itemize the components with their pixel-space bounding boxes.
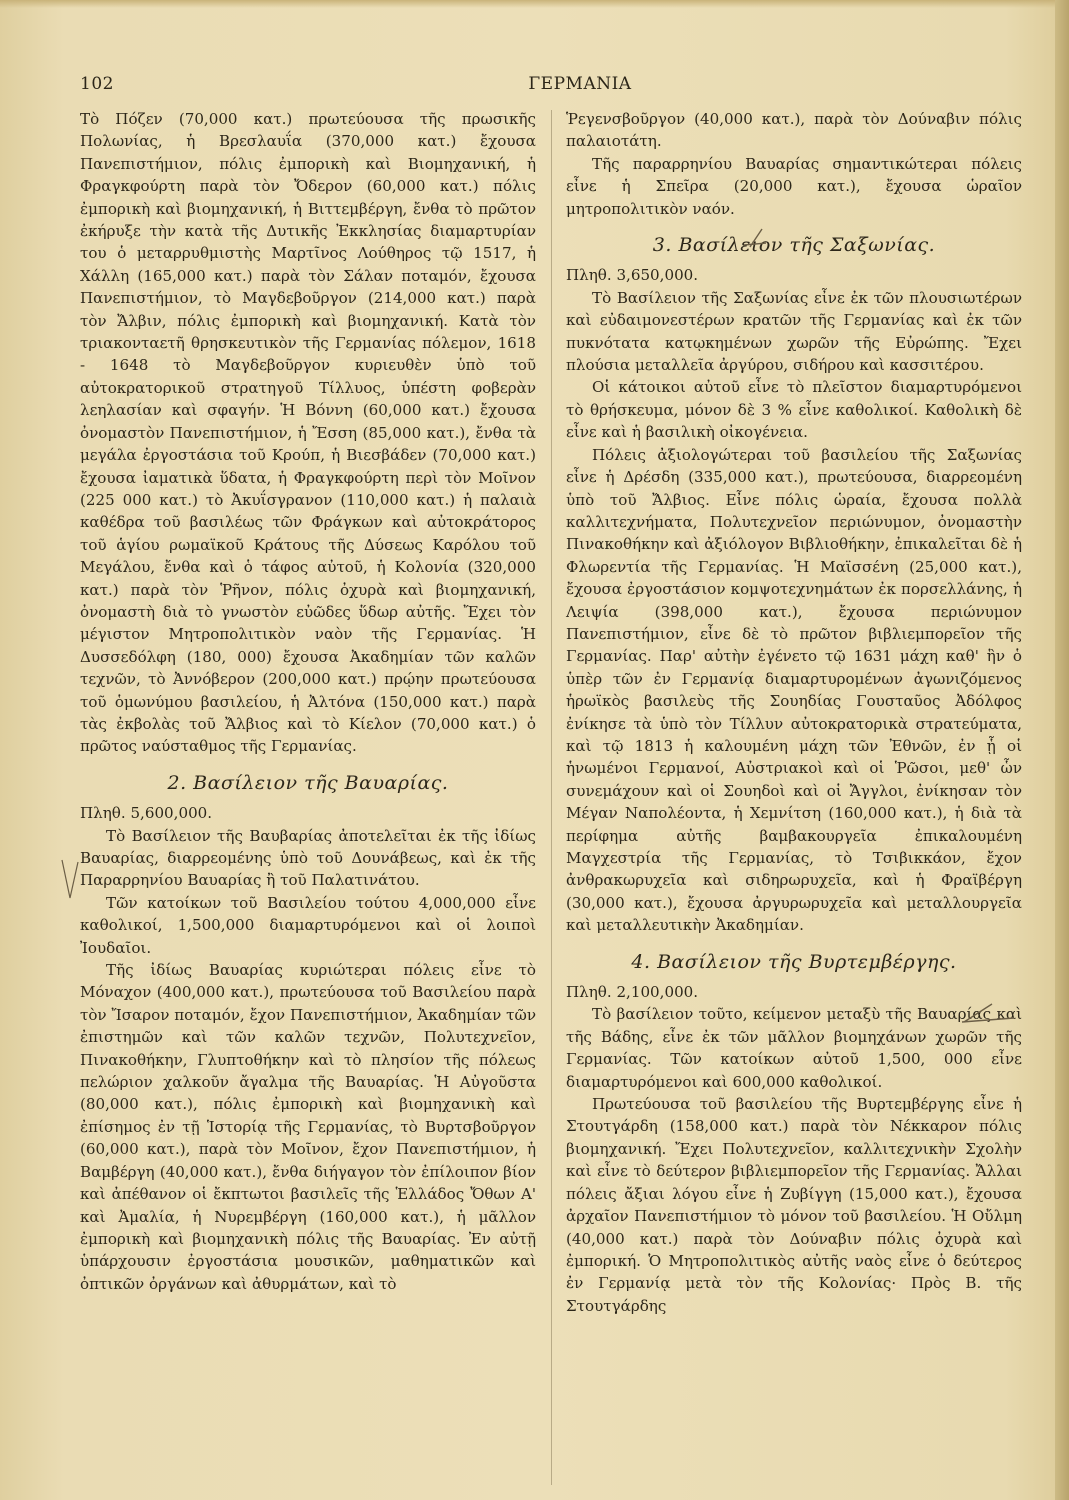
paragraph-prussia-cities: Τὸ Πόζεν (70,000 κατ.) πρωτεύουσα τῆς πρωσικῆς Πολωνίας, ἡ Βρεσλαυΐα (370,000 κατ.) ἔχουσα Πανεπιστήμιον, πόλις ἐμπορικὴ καὶ Βιομηχανική, ἡ Φραγκφούρτη παρὰ τὸν Ὄδερον (60,000 κατ.) πόλις ἐμπορικὴ καὶ βιομηχανική, ἡ Βιττεμβέργη, ἔνθα τὸ πρῶτον ἐκήρυξε τὴν κατὰ τῆς Δυτικῆς Ἐκκλησίας διαμαρτυρίαν του ὁ μεταρρυθμιστὴς Μαρτῖνος Λούθηρος τῷ 1517, ἡ Χάλλη (165,000 κατ.) παρὰ τὸν Σάλαν ποταμόν, ἔχουσα Πανεπιστήμιον, τὸ Μαγδεβοῦργον (214,000 κατ.) παρὰ τὸν Ἄλβιν, πόλις ἐμπορικὴ καὶ βιομηχανική. Κατὰ τὸν τριακονταετῆ θρησκευτικὸν τῆς Γερμανίας πόλεμον, 1618 - 1648 τὸ Μαγδεβοῦργον κυριευθὲν ὑπὸ τοῦ αὐτοκρατορικοῦ στρατηγοῦ Τίλλυος, ὑπέστη φοβερὰν λεηλασίαν καὶ σφαγήν. Ἡ Βόννη (60,000 κατ.) ἔχουσα ὀνομαστὸν Πανεπιστήμιον, ἡ Ἔσση (85,000 κατ.), ἔνθα τὰ μεγάλα ἐργοστάσια τοῦ Κρούπ, ἡ Βιεσβάδεν (70,000 κατ.) ἔχουσα ἰαματικὰ ὕδατα, ἡ Φραγκφούρτη περὶ τὸν Μοῖνον (225 000 κατ.) τὸ Ἀκυΐσγρανον (110,000 κατ.) ἡ παλαιὰ καθέδρα τοῦ βασιλέως τῶν Φράγκων καὶ αὐτοκράτορος τοῦ ἁγίου ρωμαϊκοῦ Κράτους τῆς Δύσεως Καρόλου τοῦ Μεγάλου, ἔνθα καὶ ὁ τάφος αὐτοῦ, ἡ Κολονία (320,000 κατ.) παρὰ τὸν Ῥῆνον, πόλις ὀχυρὰ καὶ βιομηχανική, ὀνομαστὴ διὰ τὸ γνωστὸν εὐῶδες ὕδωρ αὐτῆς. Ἔχει τὸν μέγιστον Μητροπολιτικὸν ναὸν τῆς Γερμανίας. Ἡ Δυσσεδόλφη (180, 000) ἔχουσα Ἀκαδημίαν τῶν καλῶν τεχνῶν, τὸ Ἀννόβερον (200,000 κατ.) πρῴην πρωτεύουσα τοῦ ὁμωνύμου βασιλείου, ἡ Ἀλτόνα (150,000 κατ.) παρὰ τὰς ἐκβολὰς τοῦ Ἄλβιος καὶ τὸ Κίελον (70,000 κατ.) ὁ πρῶτος ναύσταθμος τῆς Γερμανίας. bbox=[80, 110, 536, 756]
left-column bbox=[80, 108, 536, 1488]
page-number: 102 bbox=[80, 74, 114, 94]
paragraph-palatinate: Τῆς παραρρηνίου Βαυαρίας σημαντικώτεραι πόλεις εἶνε ἡ Σπεῖρα (20,000 κατ.), ἔχουσα ὡραῖον μητροπολιτικὸν ναόν. bbox=[566, 154, 1022, 218]
paragraph-regensburg: Ῥεγενσβοῦργον (40,000 κατ.), παρὰ τὸν Δούναβιν πόλις παλαιοτάτη. bbox=[566, 110, 1022, 151]
running-title: ΓΕΡΜΑΝΙΑ bbox=[528, 74, 632, 94]
paragraph-saxony-3: Πόλεις ἀξιολογώτεραι τοῦ βασιλείου τῆς Σαξωνίας εἶνε ἡ Δρέσδη (335,000 κατ.), πρωτεύουσα, διαρρεομένη ὑπὸ τοῦ Ἄλβιος. Εἶνε πόλις ὡραία, ἔχουσα πολλὰ καλλιτεχνήματα, Πολυτεχνεῖον περιώνυμον, ὀνομαστὴν Πινακοθήκην καὶ ἀξιόλογον Βιβλιοθήκην, ἐπικαλεῖται δὲ ἡ Φλωρεντία τῆς Γερμανίας. Ἡ Μαϊσσένη (25,000 κατ.), ἔχουσα ἐργοστάσιον κομψοτεχνημάτων ἐκ πορσελλάνης, ἡ Λειψία (398,000 κατ.), ἔχουσα περιώνυμον Πανεπιστήμιον, εἶνε δὲ τὸ πρῶτον βιβλιεμπορεῖον τῆς Γερμανίας. Παρ' αὐτὴν ἐγένετο τῷ 1631 μάχη καθ' ἣν ὁ ὑπὲρ τῶν ἐν Γερμανίᾳ διαμαρτυρομένων ἀγωνιζόμενος ἡρωϊκὸς βασιλεὺς τῆς Σουηδίας Γουσταῦος Ἀδόλφος ἐνίκησε τὰ ὑπὸ τὸν Τίλλυν αὐτοκρατορικὰ στρατεύματα, καὶ τῷ 1813 ἡ καλουμένη μάχη τῶν Ἐθνῶν, ἐν ᾗ οἱ ἡνωμένοι Γερμανοί, Αὐστριακοὶ καὶ οἱ Ῥῶσοι, μεθ' ὧν συνεμάχουν καὶ οἱ Σουηδοὶ καὶ οἱ Ἄγγλοι, ἐνίκησαν τὸν Μέγαν Ναπολέοντα, ἡ Χεμνίτση (160,000 κατ.), ἡ διὰ τὰ περίφημα αὐτῆς βαμβακουργεῖα ἐπικαλουμένη Μαγχεστρία τῆς Γερμανίας, τὸ Τσιβικκάον, ἔχον ἀνθρακωρυχεῖα καὶ σιδηρωρυχεῖα, καὶ ἡ Φραϊβέργη (30,000 κατ.), ἔχουσα ἀργυρωρυχεῖα καὶ μεταλλουργεῖα καὶ μεταλλευτικὴν Ἀκαδημίαν. bbox=[566, 445, 1022, 935]
column-divider bbox=[551, 110, 552, 1485]
paragraph-bavaria-3: Τῆς ἰδίως Βαυαρίας κυριώτεραι πόλεις εἶνε τὸ Μόναχον (400,000 κατ.), πρωτεύουσα τοῦ Βασιλείου παρὰ τὸν Ἴσαρον ποταμόν, ἔχον Πανεπιστήμιον, Ἀκαδημίαν τῶν ἐπιστημῶν καὶ τῶν καλῶν τεχνῶν, Πολυτεχνεῖον, Πινακοθήκην, Γλυπτοθήκην καὶ τὸ πλησίον τῆς πόλεως πελώριον χαλκοῦν ἄγαλμα τῆς Βαυαρίας. Ἡ Αὐγοῦστα (80,000 κατ.), πόλις ἐμπορικὴ καὶ βιομηχανικὴ καὶ ἐπίσημος ἐν τῇ Ἱστορίᾳ τῆς Γερμανίας, τὸ Βυρτσβοῦργον (60,000 κατ.), παρὰ τὸν Μοῖνον, ἔχον Πανεπιστήμιον, ἡ Βαμβέργη (40,000 κατ.), ἔνθα διήγαγον τὸν ἐπίλοιπον βίον καὶ ἀπέθανον οἱ ἔκπτωτοι βασιλεῖς τῆς Ἑλλάδος Ὄθων Α' καὶ Ἀμαλία, ἡ Νυρεμβέργη (160,000 κατ.), ἡ μᾶλλον ἐμπορικὴ καὶ βιομηχανικὴ πόλις τῆς Βαυαρίας. Ἐν αὐτῇ ὑπάρχουσιν ἐργοστάσια μουσικῶν, μαθηματικῶν καὶ ὀπτικῶν ὀργάνων καὶ ἀθυρμάτων, καὶ τὸ bbox=[80, 961, 536, 1293]
section-heading-saxony: 3. Βασίλειον τῆς Σαξωνίας. bbox=[652, 234, 936, 257]
paragraph-bavaria-1: Τὸ Βασίλειον τῆς Βαυβαρίας ἀποτελεῖται ἐκ τῆς ἰδίως Βαυαρίας, διαρρεομένης ὑπὸ τοῦ Δουνάβεως, καὶ ἐκ τῆς Παραρρηνίου Βαυαρίας ἢ τοῦ Παλατινάτου. bbox=[80, 826, 536, 890]
pencil-check-mark bbox=[740, 225, 770, 249]
pencil-dash-mark bbox=[958, 998, 1018, 1028]
page-header bbox=[80, 74, 1030, 98]
population-saxony: Πληθ. 3,650,000. bbox=[566, 266, 699, 285]
section-heading-bavaria: 2. Βασίλειον τῆς Βαυαρίας. bbox=[167, 771, 449, 794]
pencil-mark-left bbox=[58, 858, 82, 904]
page-top-edge bbox=[0, 0, 1069, 8]
paragraph-wurttemberg-1: Τὸ βασίλειον τοῦτο, κείμενον μεταξὺ τῆς Βαυαρίας καὶ τῆς Βάδης, εἶνε ἐκ τῶν μᾶλλον βιομηχάνων χωρῶν τῆς Γερμανίας. Τῶν κατοίκων αὐτοῦ 1,500, 000 εἶνε διαμαρτυρόμενοι καὶ 600,000 καθολικοί. bbox=[566, 1005, 1022, 1091]
population-bavaria: Πληθ. 5,600,000. bbox=[80, 804, 213, 823]
section-heading-wurttemberg: 4. Βασίλειον τῆς Βυρτεμβέργης. bbox=[631, 950, 957, 973]
paragraph-bavaria-2: Τῶν κατοίκων τοῦ Βασιλείου τούτου 4,000,000 εἶνε καθολικοί, 1,500,000 διαμαρτυρόμενοι καὶ οἱ λοιποὶ Ἰουδαῖοι. bbox=[80, 893, 536, 957]
population-wurttemberg: Πληθ. 2,100,000. bbox=[566, 983, 699, 1002]
paragraph-wurttemberg-2: Πρωτεύουσα τοῦ βασιλείου τῆς Βυρτεμβέργης εἶνε ἡ Στουτγάρδη (158,000 κατ.) παρὰ τὸν Νέκκαρον πόλις βιομηχανική. Ἔχει Πολυτεχνεῖον, καλλιτεχνικὴν Σχολὴν καὶ εἶνε τὸ δεύτερον βιβλιεμπορεῖον τῆς Γερμανίας. Ἄλλαι πόλεις ἄξιαι λόγου εἶνε ἡ Ζυβίγγη (15,000 κατ.), ἔχουσα ἀρχαῖον Πανεπιστήμιον τὸ μόνον τοῦ βασιλείου. Ἡ Οὔλμη (40,000 κατ.) παρὰ τὸν Δούναβιν πόλις ὀχυρὰ καὶ ἐμπορική. Ὁ Μητροπολιτικὸς αὐτῆς ναὸς εἶνε ὁ δεύτερος ἐν Γερμανίᾳ μετὰ τὸν τῆς Κολονίας· Πρὸς Β. τῆς Στουτγάρδης bbox=[566, 1095, 1022, 1315]
paragraph-saxony-2: Οἱ κάτοικοι αὐτοῦ εἶνε τὸ πλεῖστον διαμαρτυρόμενοι τὸ θρήσκευμα, μόνον δὲ 3 % εἶνε καθολικοί. Καθολικὴ δὲ εἶνε καὶ ἡ βασιλικὴ οἰκογένεια. bbox=[566, 378, 1022, 442]
right-column bbox=[566, 108, 1022, 1488]
page-right-edge bbox=[1055, 0, 1069, 1500]
paragraph-saxony-1: Τὸ Βασίλειον τῆς Σαξωνίας εἶνε ἐκ τῶν πλουσιωτέρων καὶ εὐδαιμονεστέρων κρατῶν τῆς Γερμανίας καὶ ἐκ τῶν πυκνότατα κατῳκημένων χωρῶν τῆς Εὐρώπης. Ἔχει πλούσια μεταλλεῖα ἀργύρου, σιδήρου καὶ κασσιτέρου. bbox=[566, 288, 1022, 375]
